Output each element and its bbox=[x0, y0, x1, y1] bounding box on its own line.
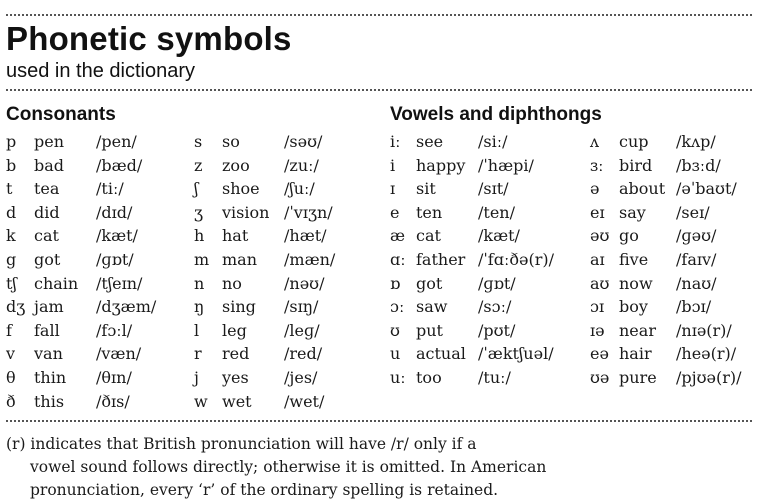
example-word: sit bbox=[416, 179, 436, 199]
example-word: see bbox=[416, 132, 444, 151]
example-word: bad bbox=[34, 155, 65, 175]
phoneme-symbol: æ bbox=[390, 226, 406, 246]
phoneme-symbol: z bbox=[194, 155, 203, 175]
example-transcription: /nɪə(r)/ bbox=[676, 320, 732, 340]
example-word: say bbox=[619, 202, 646, 222]
example-transcription: /tʃeɪn/ bbox=[96, 273, 143, 293]
example-transcription: /leɡ/ bbox=[284, 320, 320, 340]
phoneme-symbol: ʃ bbox=[194, 179, 199, 199]
example-word: got bbox=[34, 249, 61, 269]
example-transcription: /ˈæktʃuəl/ bbox=[478, 344, 554, 364]
example-word: thin bbox=[34, 367, 67, 387]
example-transcription: /mæn/ bbox=[284, 249, 336, 269]
example-word: sing bbox=[222, 297, 256, 317]
example-word: go bbox=[619, 226, 639, 246]
phoneme-symbol: uː bbox=[390, 367, 406, 387]
example-word: so bbox=[222, 132, 240, 151]
example-transcription: /pʊt/ bbox=[478, 320, 516, 340]
example-word: leg bbox=[222, 320, 247, 340]
example-word: zoo bbox=[222, 155, 250, 175]
phoneme-symbol: u bbox=[390, 344, 401, 364]
example-word: cup bbox=[619, 132, 649, 151]
phoneme-symbol: ð bbox=[6, 391, 16, 411]
example-word: pen bbox=[34, 132, 65, 151]
example-transcription: /heə(r)/ bbox=[676, 344, 737, 364]
example-transcription: /bɔɪ/ bbox=[676, 297, 712, 317]
phoneme-symbol: i bbox=[390, 155, 396, 175]
example-transcription: /tuː/ bbox=[478, 367, 511, 387]
phoneme-symbol: ɪə bbox=[590, 320, 605, 340]
example-word: actual bbox=[416, 344, 466, 364]
example-word: too bbox=[416, 367, 442, 387]
example-word: ten bbox=[416, 202, 443, 222]
example-transcription: /sɔː/ bbox=[478, 297, 512, 317]
header-dotted-rule bbox=[6, 89, 752, 91]
example-transcription: /fɔːl/ bbox=[96, 320, 133, 340]
phoneme-symbol: e bbox=[390, 202, 400, 222]
example-word: jam bbox=[34, 297, 64, 317]
phoneme-symbol: ə bbox=[590, 179, 600, 199]
example-word: cat bbox=[416, 226, 441, 246]
example-transcription: /kʌp/ bbox=[676, 132, 716, 151]
example-word: no bbox=[222, 273, 242, 293]
example-word: saw bbox=[416, 297, 448, 317]
example-word: hair bbox=[619, 344, 652, 364]
example-transcription: /ðɪs/ bbox=[96, 391, 130, 411]
example-transcription: /seɪ/ bbox=[676, 202, 710, 222]
phoneme-symbol: p bbox=[6, 132, 17, 151]
example-word: father bbox=[416, 249, 466, 269]
example-word: red bbox=[222, 344, 250, 364]
example-word: bird bbox=[619, 155, 653, 175]
example-word: near bbox=[619, 320, 656, 340]
vowels-heading: Vowels and diphthongs bbox=[390, 104, 602, 125]
phoneme-symbol: n bbox=[194, 273, 205, 293]
phoneme-symbol: t bbox=[6, 179, 13, 199]
example-word: tea bbox=[34, 179, 60, 199]
phoneme-symbol: d bbox=[6, 202, 17, 222]
example-word: van bbox=[34, 344, 63, 364]
example-transcription: /sɪŋ/ bbox=[284, 297, 319, 317]
example-transcription: /tiː/ bbox=[96, 179, 124, 199]
example-transcription: /ˈhæpi/ bbox=[478, 155, 534, 175]
example-transcription: /kæt/ bbox=[96, 226, 138, 246]
footer-dotted-rule bbox=[6, 420, 752, 422]
phoneme-symbol: j bbox=[194, 367, 199, 387]
example-transcription: /ɡəʊ/ bbox=[676, 226, 717, 246]
phoneme-symbol: r bbox=[194, 344, 202, 364]
example-word: yes bbox=[222, 367, 249, 387]
phoneme-symbol: m bbox=[194, 249, 210, 269]
phoneme-symbol: eə bbox=[590, 344, 609, 364]
example-word: five bbox=[619, 249, 649, 269]
example-transcription: /ɡɒt/ bbox=[96, 249, 134, 269]
example-word: shoe bbox=[222, 179, 260, 199]
phoneme-symbol: w bbox=[194, 391, 208, 411]
example-transcription: /væn/ bbox=[96, 344, 142, 364]
example-transcription: /zuː/ bbox=[284, 155, 319, 175]
phoneme-symbol: əʊ bbox=[590, 226, 610, 246]
phoneme-symbol: ɒ bbox=[390, 273, 401, 293]
example-word: boy bbox=[619, 297, 648, 317]
consonants-heading: Consonants bbox=[6, 104, 116, 125]
example-transcription: /θɪn/ bbox=[96, 367, 132, 387]
example-transcription: /siː/ bbox=[478, 132, 508, 151]
example-word: fall bbox=[34, 320, 60, 340]
example-word: wet bbox=[222, 391, 252, 411]
phoneme-symbol: ɪ bbox=[390, 179, 396, 199]
example-transcription: /ˈvɪʒn/ bbox=[284, 202, 333, 222]
footnote-line: vowel sound follows directly; otherwise it is omitted. In American bbox=[30, 458, 547, 476]
example-transcription: /sɪt/ bbox=[478, 179, 509, 199]
phoneme-symbol: ɔː bbox=[390, 297, 405, 317]
phoneme-symbol: ŋ bbox=[194, 297, 205, 317]
example-word: chain bbox=[34, 273, 79, 293]
phoneme-symbol: tʃ bbox=[6, 273, 17, 293]
top-dotted-rule bbox=[6, 14, 752, 16]
example-word: pure bbox=[619, 367, 657, 387]
example-word: hat bbox=[222, 226, 249, 246]
phoneme-symbol: θ bbox=[6, 367, 16, 387]
example-transcription: /faɪv/ bbox=[676, 249, 717, 269]
phoneme-symbol: dʒ bbox=[6, 297, 26, 317]
example-transcription: /dɪd/ bbox=[96, 202, 133, 222]
example-transcription: /ɡɒt/ bbox=[478, 273, 516, 293]
example-transcription: /ten/ bbox=[478, 202, 515, 222]
example-transcription: /red/ bbox=[284, 344, 323, 364]
example-word: happy bbox=[416, 155, 466, 175]
footnote-line: (r) indicates that British pronunciation will have /r/ only if a bbox=[6, 435, 477, 453]
page-subtitle: used in the dictionary bbox=[6, 60, 196, 82]
phoneme-symbol: l bbox=[194, 320, 200, 340]
example-word: this bbox=[34, 391, 65, 411]
example-transcription: /dʒæm/ bbox=[96, 297, 157, 317]
example-word: now bbox=[619, 273, 653, 293]
phoneme-symbol: h bbox=[194, 226, 205, 246]
example-word: about bbox=[619, 179, 666, 199]
phoneme-symbol: eɪ bbox=[590, 202, 605, 222]
example-transcription: /naʊ/ bbox=[676, 273, 717, 293]
example-transcription: /səʊ/ bbox=[284, 132, 323, 151]
phoneme-symbol: g bbox=[6, 249, 17, 269]
example-transcription: /kæt/ bbox=[478, 226, 520, 246]
page-title: Phonetic symbols bbox=[6, 20, 292, 57]
example-transcription: /jes/ bbox=[284, 367, 318, 387]
phoneme-symbol: ʊə bbox=[590, 367, 610, 387]
phoneme-symbol: ʊ bbox=[390, 320, 400, 340]
phoneme-symbol: f bbox=[6, 320, 12, 340]
phoneme-symbol: iː bbox=[390, 132, 401, 151]
phoneme-symbol: b bbox=[6, 155, 17, 175]
phoneme-symbol: ʌ bbox=[590, 132, 600, 151]
example-transcription: /hæt/ bbox=[284, 226, 327, 246]
example-word: did bbox=[34, 202, 60, 222]
phoneme-symbol: aʊ bbox=[590, 273, 610, 293]
example-transcription: /wet/ bbox=[284, 391, 325, 411]
phoneme-symbol: ɜː bbox=[590, 155, 604, 175]
footnote-line: pronunciation, every ‘r’ of the ordinary spelling is retained. bbox=[30, 481, 499, 499]
example-word: man bbox=[222, 249, 258, 269]
example-word: put bbox=[416, 320, 443, 340]
phoneme-symbol: aɪ bbox=[590, 249, 605, 269]
footnote bbox=[6, 433, 746, 502]
example-transcription: /nəʊ/ bbox=[284, 273, 325, 293]
example-transcription: /pjʊə(r)/ bbox=[676, 367, 742, 387]
phoneme-symbol: v bbox=[6, 344, 16, 364]
example-word: got bbox=[416, 273, 443, 293]
example-transcription: /bɜːd/ bbox=[676, 155, 721, 175]
example-transcription: /ʃuː/ bbox=[284, 179, 315, 199]
example-transcription: /ˈfɑːðə(r)/ bbox=[478, 249, 554, 269]
example-transcription: /bæd/ bbox=[96, 155, 143, 175]
example-transcription: /əˈbaʊt/ bbox=[676, 179, 737, 199]
phoneme-symbol: s bbox=[194, 132, 203, 151]
example-transcription: /pen/ bbox=[96, 132, 137, 151]
example-word: vision bbox=[222, 202, 270, 222]
phoneme-symbol: ɑː bbox=[390, 249, 406, 269]
example-word: cat bbox=[34, 226, 59, 246]
phoneme-symbol: k bbox=[6, 226, 16, 246]
phoneme-symbol: ɔɪ bbox=[590, 297, 605, 317]
phoneme-symbol: ʒ bbox=[194, 202, 204, 222]
